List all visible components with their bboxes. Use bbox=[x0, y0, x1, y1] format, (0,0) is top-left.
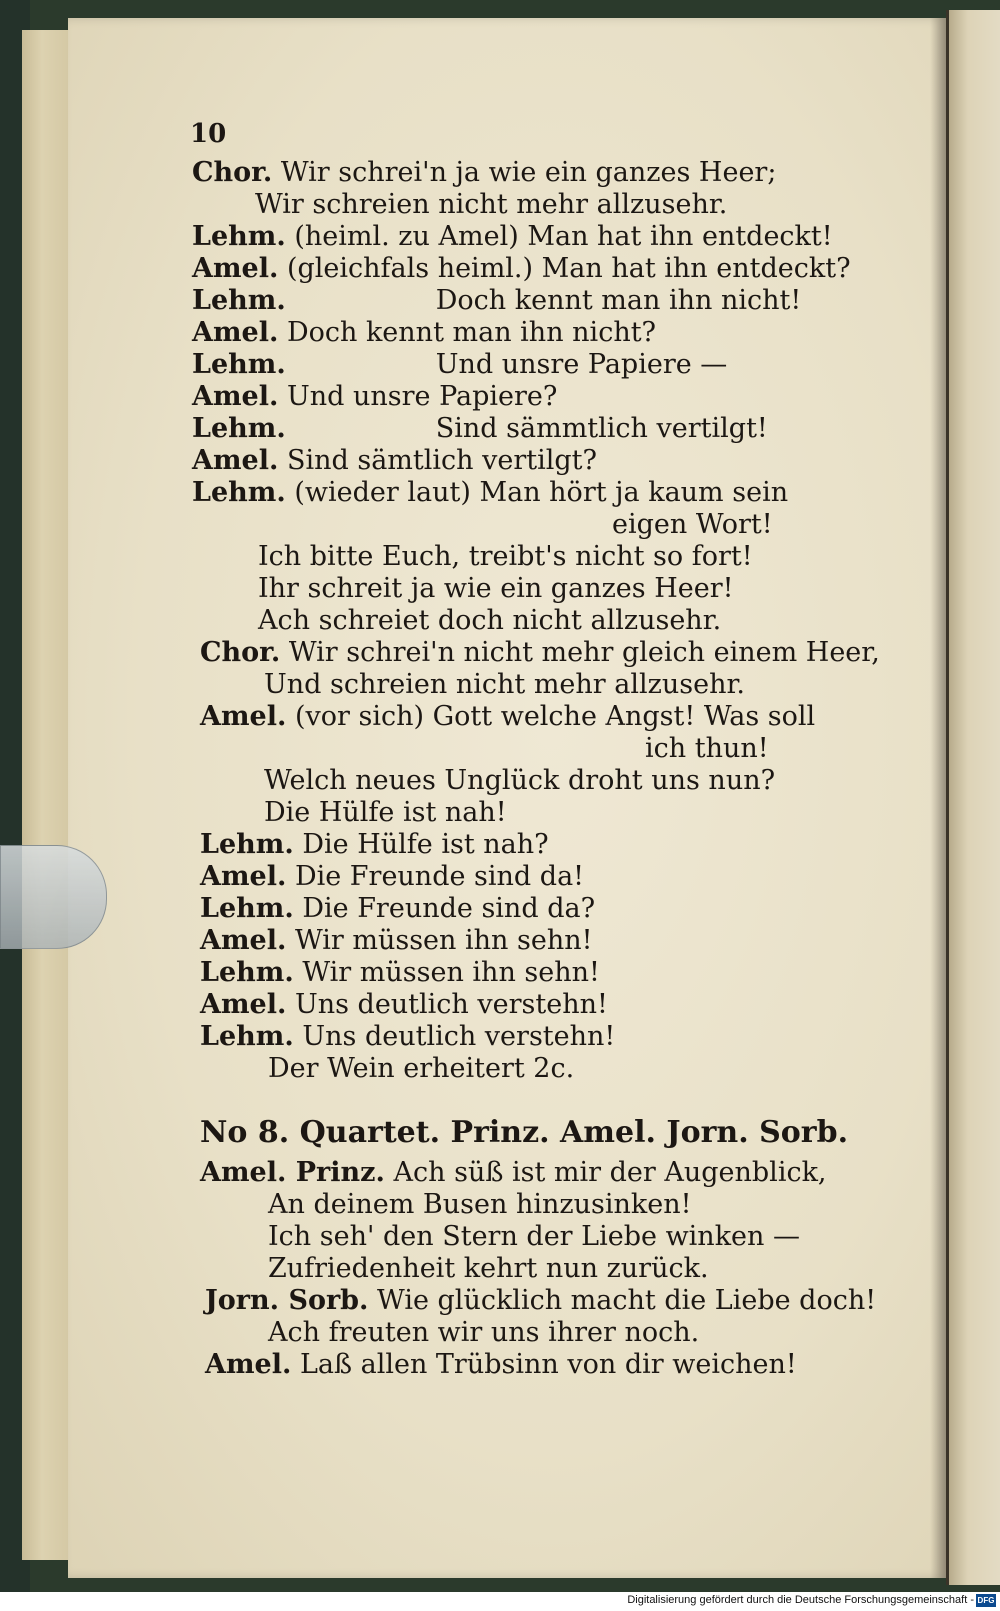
text-line bbox=[268, 1221, 800, 1253]
text-line bbox=[205, 1349, 797, 1381]
line-text: Wie glücklich macht die Liebe doch! bbox=[377, 1285, 877, 1316]
footer-credit: Digitalisierung gefördert durch die Deutsche Forschungsgemeinschaft - bbox=[627, 1594, 974, 1606]
line-text: Ach schreiet doch nicht allzusehr. bbox=[258, 605, 722, 636]
line-text: Ich bitte Euch, treibt's nicht so fort! bbox=[258, 541, 753, 572]
line-text: Zufriedenheit kehrt nun zurück. bbox=[268, 1253, 709, 1284]
line-text: Sind sämmtlich vertilgt! bbox=[435, 413, 768, 444]
text-line bbox=[264, 765, 775, 797]
line-text: Die Freunde sind da? bbox=[302, 893, 596, 924]
speaker-label: Lehm. bbox=[200, 893, 294, 924]
speaker-label: Amel. bbox=[200, 925, 287, 956]
line-text: Doch kennt man ihn nicht? bbox=[286, 317, 657, 348]
line-text: Ich seh' den Stern der Liebe winken — bbox=[268, 1221, 801, 1252]
line-text: Die Hülfe ist nah? bbox=[302, 829, 549, 860]
line-text: (gleichfals heiml.) Man hat ihn entdeckt? bbox=[286, 253, 851, 284]
text-line bbox=[268, 1053, 574, 1085]
text-line bbox=[264, 669, 745, 701]
text-line bbox=[192, 221, 833, 253]
speaker-label: Amel. bbox=[200, 861, 287, 892]
speaker-label: Lehm. bbox=[200, 1021, 294, 1052]
line-text: Die Hülfe ist nah! bbox=[264, 797, 507, 828]
page-number: 10 bbox=[190, 119, 227, 149]
line-text: Wir müssen ihn sehn! bbox=[302, 957, 600, 988]
text-line bbox=[645, 733, 769, 765]
speaker-label: Lehm. bbox=[192, 285, 286, 316]
text-line bbox=[200, 637, 880, 669]
text-line bbox=[192, 477, 788, 509]
text-line bbox=[258, 573, 733, 605]
text-line bbox=[200, 1021, 615, 1053]
text-line bbox=[192, 413, 768, 445]
text-line bbox=[192, 349, 727, 381]
text-line bbox=[205, 1285, 876, 1317]
line-text: Welch neues Unglück droht uns nun? bbox=[264, 765, 776, 796]
line-text: Die Freunde sind da! bbox=[294, 861, 585, 892]
line-text: Und unsre Papiere? bbox=[286, 381, 558, 412]
line-text: Und unsre Papiere — bbox=[435, 349, 728, 380]
text-line bbox=[255, 189, 727, 221]
line-text: (vor sich) Gott welche Angst! Was soll bbox=[294, 701, 816, 732]
text-line bbox=[200, 701, 815, 733]
line-text: Laß allen Trübsinn von dir weichen! bbox=[299, 1349, 797, 1380]
line-text: ich thun! bbox=[645, 733, 769, 764]
speaker-label: Amel. bbox=[192, 317, 279, 348]
text-line bbox=[264, 797, 507, 829]
line-text: Doch kennt man ihn nicht! bbox=[435, 285, 802, 316]
speaker-label: Amel. bbox=[200, 701, 287, 732]
line-text: Wir schrei'n ja wie ein ganzes Heer; bbox=[280, 157, 777, 188]
line-text: (heiml. zu Amel) Man hat ihn entdeckt! bbox=[294, 221, 833, 252]
section-heading: No 8. Quartet. Prinz. Amel. Jorn. Sorb. bbox=[200, 1115, 849, 1150]
line-text: An deinem Busen hinzusinken! bbox=[268, 1189, 692, 1220]
text-line bbox=[258, 605, 721, 637]
text-line bbox=[200, 893, 595, 925]
line-text: Wir schrei'n nicht mehr gleich einem Heer, bbox=[288, 637, 880, 668]
text-line bbox=[192, 285, 801, 317]
line-text: Ach süß ist mir der Augenblick, bbox=[393, 1157, 827, 1188]
line-text: Ihr schreit ja wie ein ganzes Heer! bbox=[258, 573, 734, 604]
speaker-label: Lehm. bbox=[192, 349, 286, 380]
text-line bbox=[200, 989, 608, 1021]
speaker-label: Lehm. bbox=[192, 221, 286, 252]
text-line bbox=[200, 829, 549, 861]
text-line bbox=[192, 157, 776, 189]
speaker-label: Lehm. bbox=[192, 477, 286, 508]
speaker-label: Amel. bbox=[192, 445, 279, 476]
text-line bbox=[268, 1253, 709, 1285]
speaker-label: Lehm. bbox=[200, 957, 294, 988]
line-text: Wir müssen ihn sehn! bbox=[294, 925, 593, 956]
line-text: Und schreien nicht mehr allzusehr. bbox=[264, 669, 746, 700]
text-line bbox=[200, 861, 584, 893]
speaker-label: Lehm. bbox=[192, 413, 286, 444]
text-line bbox=[268, 1189, 691, 1221]
line-text: Der Wein erheitert 2c. bbox=[268, 1053, 575, 1084]
speaker-label: Amel. bbox=[192, 381, 279, 412]
line-text: Uns deutlich verstehn! bbox=[294, 989, 608, 1020]
line-text: Wir schreien nicht mehr allzusehr. bbox=[255, 189, 728, 220]
text-line bbox=[200, 957, 600, 989]
text-line bbox=[258, 541, 753, 573]
speaker-label: Jorn. Sorb. bbox=[205, 1285, 369, 1316]
speaker-label: Amel. bbox=[192, 253, 279, 284]
text-line bbox=[192, 445, 597, 477]
line-text: Uns deutlich verstehn! bbox=[302, 1021, 616, 1052]
speaker-label: Amel. bbox=[205, 1349, 292, 1380]
speaker-label: Lehm. bbox=[200, 829, 294, 860]
text-line bbox=[192, 317, 656, 349]
text-line bbox=[200, 1157, 827, 1189]
line-text: Sind sämtlich vertilgt? bbox=[286, 445, 597, 476]
speaker-label: Chor. bbox=[200, 637, 281, 668]
speaker-label: Chor. bbox=[192, 157, 273, 188]
text-line bbox=[268, 1317, 699, 1349]
line-text: eigen Wort! bbox=[612, 509, 773, 540]
speaker-label: Amel. Prinz. bbox=[200, 1157, 385, 1188]
text-line bbox=[612, 509, 773, 541]
text-line bbox=[192, 253, 851, 285]
line-text: (wieder laut) Man hört ja kaum sein bbox=[294, 477, 789, 508]
text-line bbox=[200, 925, 592, 957]
dfg-logo: DFG bbox=[977, 1596, 995, 1605]
line-text: Ach freuten wir uns ihrer noch. bbox=[268, 1317, 700, 1348]
text-line bbox=[192, 381, 557, 413]
speaker-label: Amel. bbox=[200, 989, 287, 1020]
